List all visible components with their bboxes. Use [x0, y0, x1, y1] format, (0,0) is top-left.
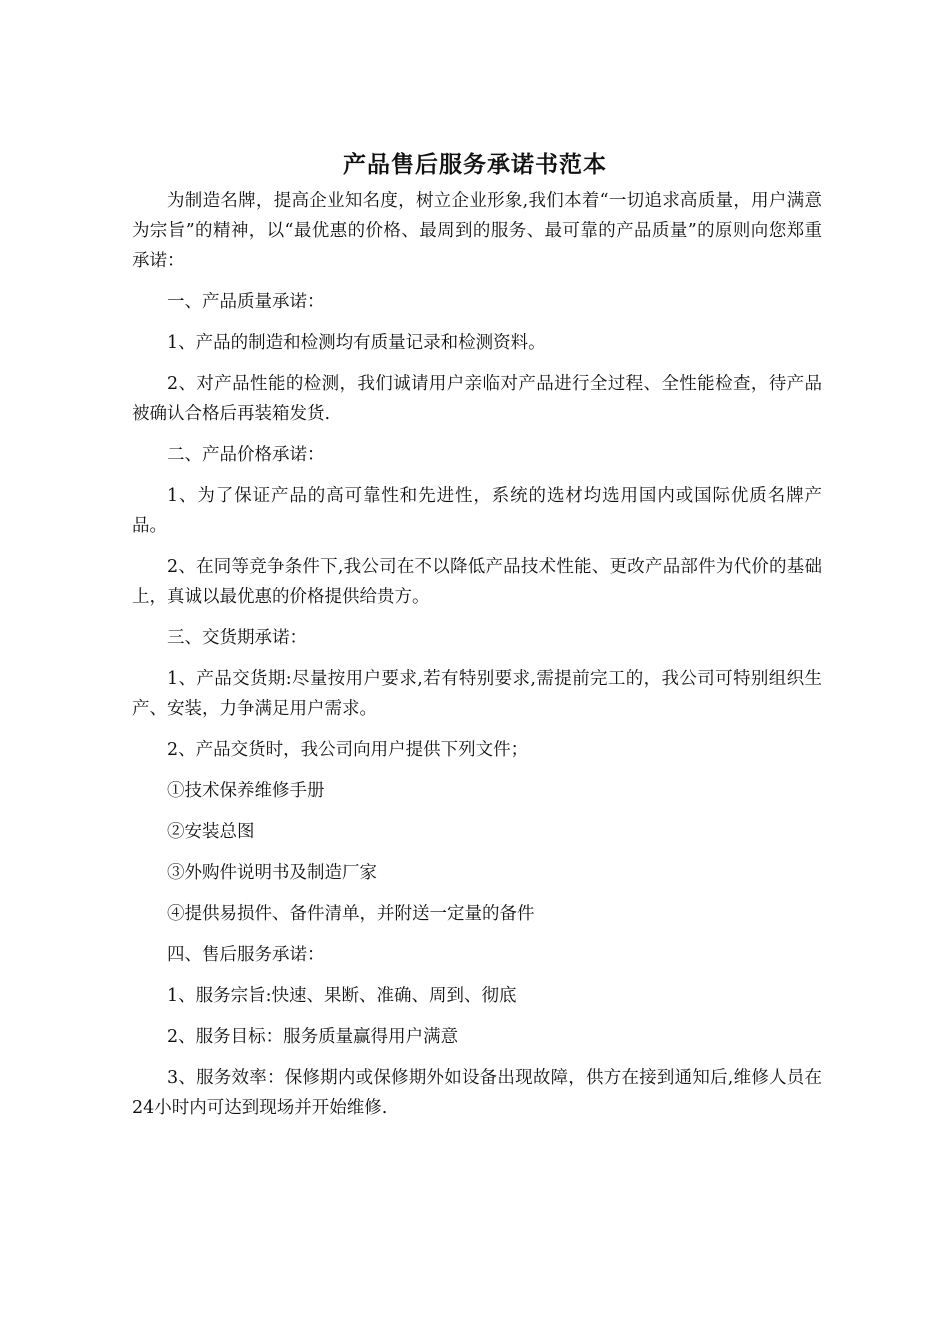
section-heading-quality: 一、产品质量承诺： [167, 292, 325, 312]
document-body [132, 186, 822, 1134]
paragraph: 1、产品交货期:尽量按用户要求,若有特别要求,需提前完工的，我公司可特别组织生产、安装，力争满足用户需求。 [132, 669, 822, 719]
paragraph: 1、产品的制造和检测均有质量记录和检测资料。 [167, 333, 546, 353]
paragraph: 3、服务效率：保修期内或保修期外如设备出现故障，供方在接到通知后,维修人员在24小时内可达到现场并开始维修. [132, 1068, 822, 1118]
document-title: 产品售后服务承诺书范本 [343, 151, 607, 178]
paragraph: 2、服务目标：服务质量赢得用户满意 [167, 1027, 459, 1047]
list-item: ②安装总图 [167, 822, 255, 842]
intro-paragraph: 为制造名牌，提高企业知名度，树立企业形象,我们本着“一切追求高质量，用户满意为宗旨”的精神，以“最优惠的价格、最周到的服务、最可靠的产品质量”的原则向您郑重承诺： [132, 191, 822, 271]
paragraph: 2、产品交货时，我公司向用户提供下列文件； [167, 740, 529, 760]
section-heading-delivery: 三、交货期承诺： [167, 628, 307, 648]
paragraph: 1、服务宗旨:快速、果断、准确、周到、彻底 [167, 986, 517, 1006]
section-heading-service: 四、售后服务承诺： [167, 945, 325, 965]
list-item: ③外购件说明书及制造厂家 [167, 863, 377, 883]
list-item: ④提供易损件、备件清单，并附送一定量的备件 [167, 904, 535, 924]
paragraph: 2、对产品性能的检测，我们诚请用户亲临对产品进行全过程、全性能检查，待产品被确认合格后再装箱发货. [132, 374, 822, 424]
list-item: ①技术保养维修手册 [167, 781, 325, 801]
section-heading-price: 二、产品价格承诺： [167, 445, 325, 465]
paragraph: 1、为了保证产品的高可靠性和先进性，系统的选材均选用国内或国际优质名牌产品。 [132, 486, 822, 536]
paragraph: 2、在同等竞争条件下,我公司在不以降低产品技术性能、更改产品部件为代价的基础上，真诚以最优惠的价格提供给贵方。 [132, 557, 822, 607]
